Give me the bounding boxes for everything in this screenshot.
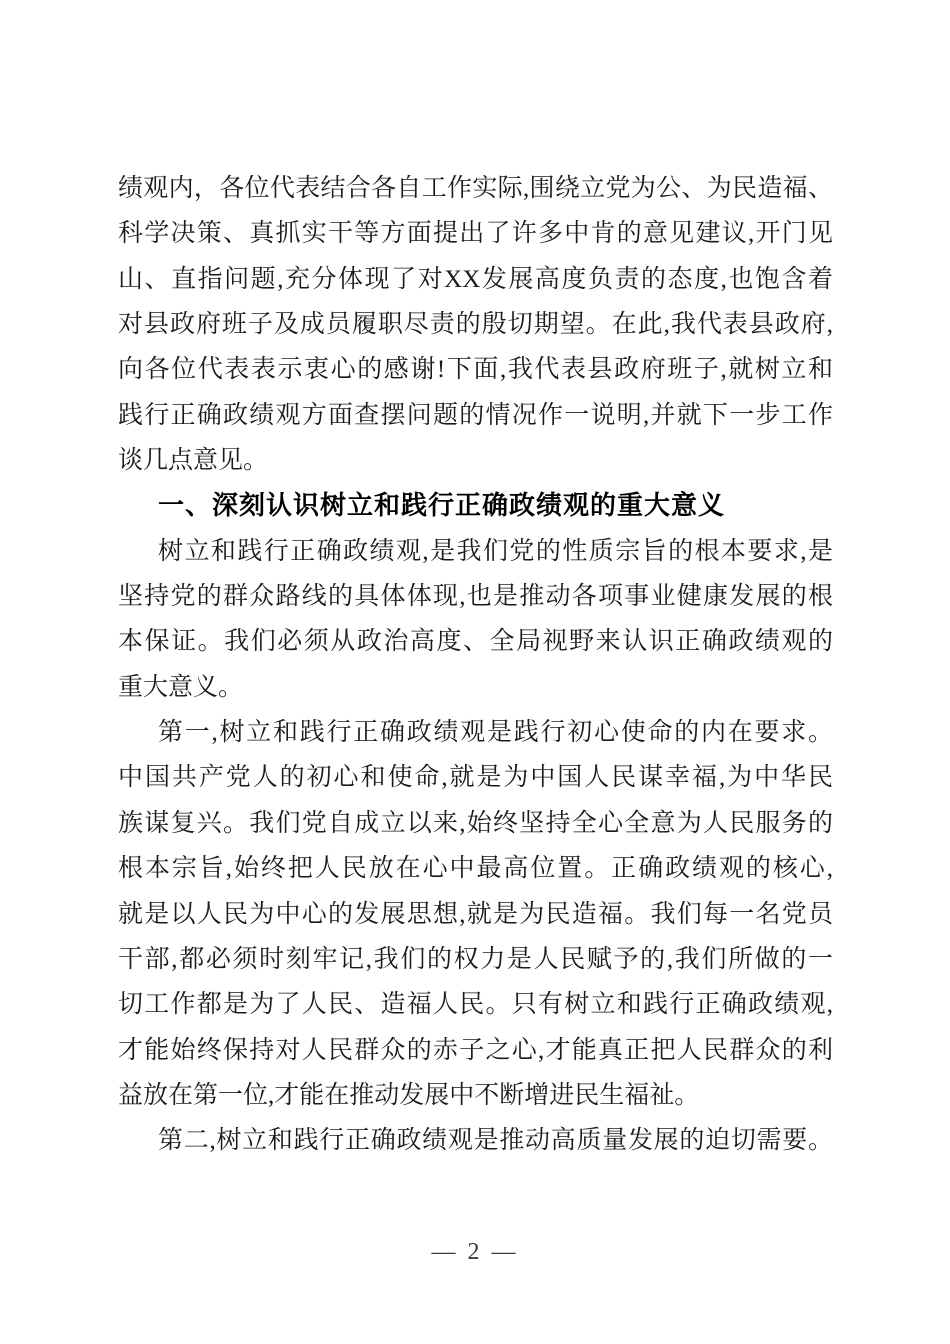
- body-line: 山、直指问题,充分体现了对XX发展高度负责的态度,也饱含着: [118, 265, 833, 293]
- page-number: — 2 —: [431, 1239, 519, 1265]
- body-line: 第二,树立和践行正确政绩观是推动高质量发展的迫切需要。: [158, 1127, 833, 1155]
- body-line: 谈几点意见。: [118, 447, 269, 475]
- body-line: 根本宗旨,始终把人民放在心中最高位置。正确政绩观的核心,: [118, 855, 833, 883]
- body-line: 中国共产党人的初心和使命,就是为中国人民谋幸福,为中华民: [118, 764, 833, 792]
- body-line: 第一,树立和践行正确政绩观是践行初心使命的内在要求。: [158, 719, 833, 747]
- document-body: [118, 166, 833, 1164]
- body-line: 就是以人民为中心的发展思想,就是为民造福。我们每一名党员: [118, 900, 833, 928]
- body-line: 本保证。我们必须从政治高度、全局视野来认识正确政绩观的: [118, 628, 833, 656]
- body-line: 对县政府班子及成员履职尽责的殷切期望。在此,我代表县政府,: [118, 311, 833, 339]
- body-line: 族谋复兴。我们党自成立以来,始终坚持全心全意为人民服务的: [118, 809, 833, 837]
- body-line: 向各位代表表示衷心的感谢!下面,我代表县政府班子,就树立和: [118, 356, 833, 384]
- body-line: 切工作都是为了人民、造福人民。只有树立和践行正确政绩观,: [118, 991, 833, 1019]
- body-line: 重大意义。: [118, 673, 244, 701]
- body-line: 益放在第一位,才能在推动发展中不断增进民生福祉。: [118, 1081, 700, 1109]
- body-line: 干部,都必须时刻牢记,我们的权力是人民赋予的,我们所做的一: [118, 945, 833, 973]
- body-line: 绩观内，各位代表结合各自工作实际,围绕立党为公、为民造福、: [118, 175, 833, 202]
- body-line: 坚持党的群众路线的具体体现,也是推动各项事业健康发展的根: [118, 583, 833, 611]
- body-line: 才能始终保持对人民群众的赤子之心,才能真正把人民群众的利: [118, 1036, 833, 1064]
- body-line: 科学决策、真抓实干等方面提出了许多中肯的意见建议,开门见: [118, 220, 833, 248]
- body-line: 树立和践行正确政绩观,是我们党的性质宗旨的根本要求,是: [158, 537, 833, 565]
- section-heading: 一、深刻认识树立和践行正确政绩观的重大意义: [158, 490, 726, 521]
- body-line: 践行正确政绩观方面查摆问题的情况作一说明,并就下一步工作: [118, 401, 833, 429]
